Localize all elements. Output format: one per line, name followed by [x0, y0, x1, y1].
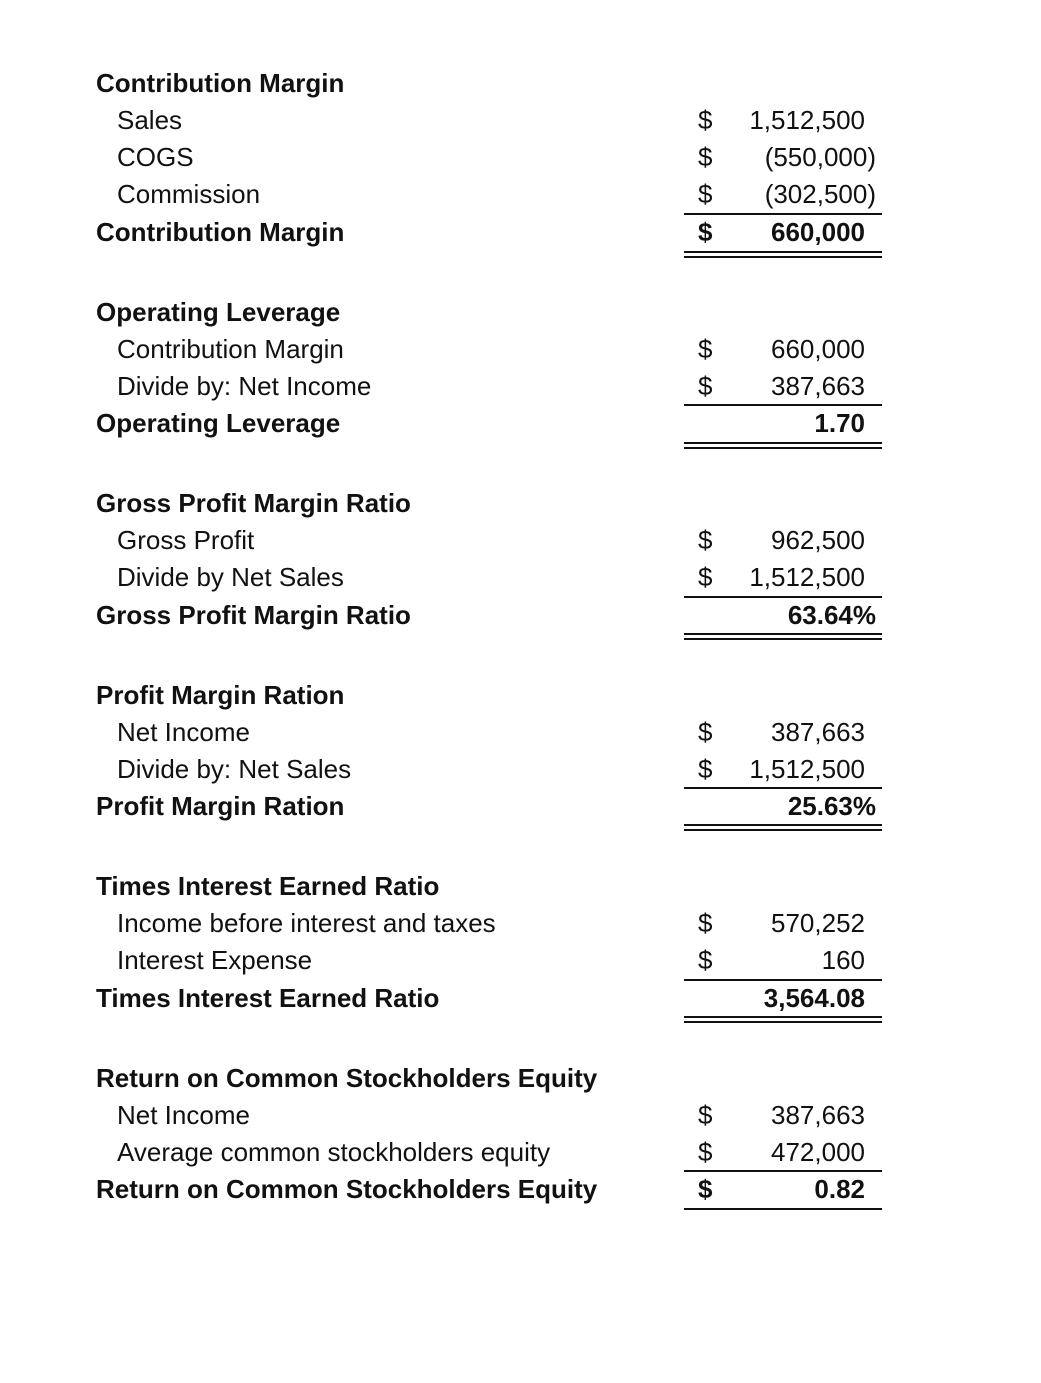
table-row: [0, 331, 1041, 368]
total-amount: 63.64%: [787, 600, 876, 630]
currency-sign: $: [698, 562, 713, 592]
total-amount: 660,000: [771, 217, 865, 247]
currency-sign: $: [698, 754, 713, 784]
table-row: [0, 1097, 1041, 1134]
row-label: Net Income: [117, 1100, 250, 1130]
row-label: Commission: [117, 179, 261, 209]
currency-sign: $: [698, 717, 713, 747]
currency-sign: $: [698, 945, 713, 975]
table-row: [0, 905, 1041, 942]
row-label: Net Income: [117, 717, 250, 747]
total-label: Gross Profit Margin Ratio: [96, 600, 411, 630]
currency-sign: $: [698, 334, 713, 364]
currency-sign: $: [698, 1174, 713, 1204]
row-label: Sales: [117, 105, 183, 135]
double-underline-top: [684, 442, 882, 444]
section-title: Times Interest Earned Ratio: [96, 871, 440, 901]
table-row: [0, 751, 1041, 788]
row-amount: 1,512,500: [749, 562, 865, 592]
total-label: Profit Margin Ration: [96, 791, 345, 821]
currency-sign: $: [698, 179, 713, 209]
row-amount: 387,663: [771, 1100, 865, 1130]
currency-sign: $: [698, 105, 713, 135]
row-label: Divide by: Net Sales: [117, 754, 352, 784]
currency-sign: $: [698, 142, 713, 172]
section-title-contribution-margin: [0, 65, 1041, 102]
section-title-times-interest-earned: [0, 868, 1041, 905]
row-label: Gross Profit: [117, 525, 255, 555]
section-title-operating-leverage: [0, 294, 1041, 331]
section-title-return-on-equity: [0, 1060, 1041, 1097]
currency-sign: $: [698, 1100, 713, 1130]
section-title: Operating Leverage: [96, 297, 341, 327]
total-row: [0, 1171, 1041, 1208]
currency-sign: $: [698, 217, 713, 247]
row-amount: 962,500: [771, 525, 865, 555]
total-amount: 3,564.08: [763, 983, 865, 1013]
section-title: Contribution Margin: [96, 68, 345, 98]
total-row: [0, 980, 1041, 1017]
double-underline-bottom: [684, 447, 882, 449]
table-row: [0, 102, 1041, 139]
row-label: Contribution Margin: [117, 334, 344, 364]
row-label: Divide by: Net Income: [117, 371, 372, 401]
single-underline-bottom: [684, 1208, 882, 1210]
total-label: Contribution Margin: [96, 217, 345, 247]
currency-sign: $: [698, 525, 713, 555]
total-label: Return on Common Stockholders Equity: [96, 1174, 598, 1204]
section-title: Return on Common Stockholders Equity: [96, 1063, 598, 1093]
total-row: [0, 405, 1041, 442]
total-amount: 1.70: [814, 408, 865, 438]
row-amount: 660,000: [771, 334, 865, 364]
table-row: [0, 942, 1041, 979]
table-row: [0, 559, 1041, 596]
total-label: Times Interest Earned Ratio: [96, 983, 440, 1013]
currency-sign: $: [698, 1137, 713, 1167]
table-row: [0, 1134, 1041, 1171]
currency-sign: $: [698, 371, 713, 401]
total-row: [0, 214, 1041, 251]
table-row: [0, 714, 1041, 751]
total-row: [0, 788, 1041, 825]
row-label: Interest Expense: [117, 945, 313, 975]
double-underline-bottom: [684, 829, 882, 831]
double-underline-bottom: [684, 256, 882, 258]
row-amount: 160: [821, 945, 865, 975]
total-row: [0, 597, 1041, 634]
row-label: Income before interest and taxes: [117, 908, 496, 938]
double-underline-top: [684, 251, 882, 253]
row-amount: 387,663: [771, 371, 865, 401]
row-amount: (302,500): [764, 179, 876, 209]
row-label: Average common stockholders equity: [117, 1137, 551, 1167]
row-amount: (550,000): [764, 142, 876, 172]
row-label: COGS: [117, 142, 194, 172]
total-amount: 25.63%: [787, 791, 876, 821]
row-amount: 1,512,500: [749, 105, 865, 135]
double-underline-top: [684, 1016, 882, 1018]
row-amount: 472,000: [771, 1137, 865, 1167]
section-title: Gross Profit Margin Ratio: [96, 488, 411, 518]
section-title-profit-margin: [0, 677, 1041, 714]
row-amount: 1,512,500: [749, 754, 865, 784]
table-row: [0, 522, 1041, 559]
table-row: [0, 139, 1041, 176]
total-amount: 0.82: [814, 1174, 865, 1204]
double-underline-top: [684, 824, 882, 826]
double-underline-top: [684, 633, 882, 635]
section-title: Profit Margin Ration: [96, 680, 345, 710]
total-label: Operating Leverage: [96, 408, 341, 438]
row-label: Divide by Net Sales: [117, 562, 344, 592]
row-amount: 570,252: [771, 908, 865, 938]
section-title-gross-profit-margin: [0, 485, 1041, 522]
currency-sign: $: [698, 908, 713, 938]
table-row: [0, 176, 1041, 213]
double-underline-bottom: [684, 1021, 882, 1023]
double-underline-bottom: [684, 638, 882, 640]
table-row: [0, 368, 1041, 405]
row-amount: 387,663: [771, 717, 865, 747]
